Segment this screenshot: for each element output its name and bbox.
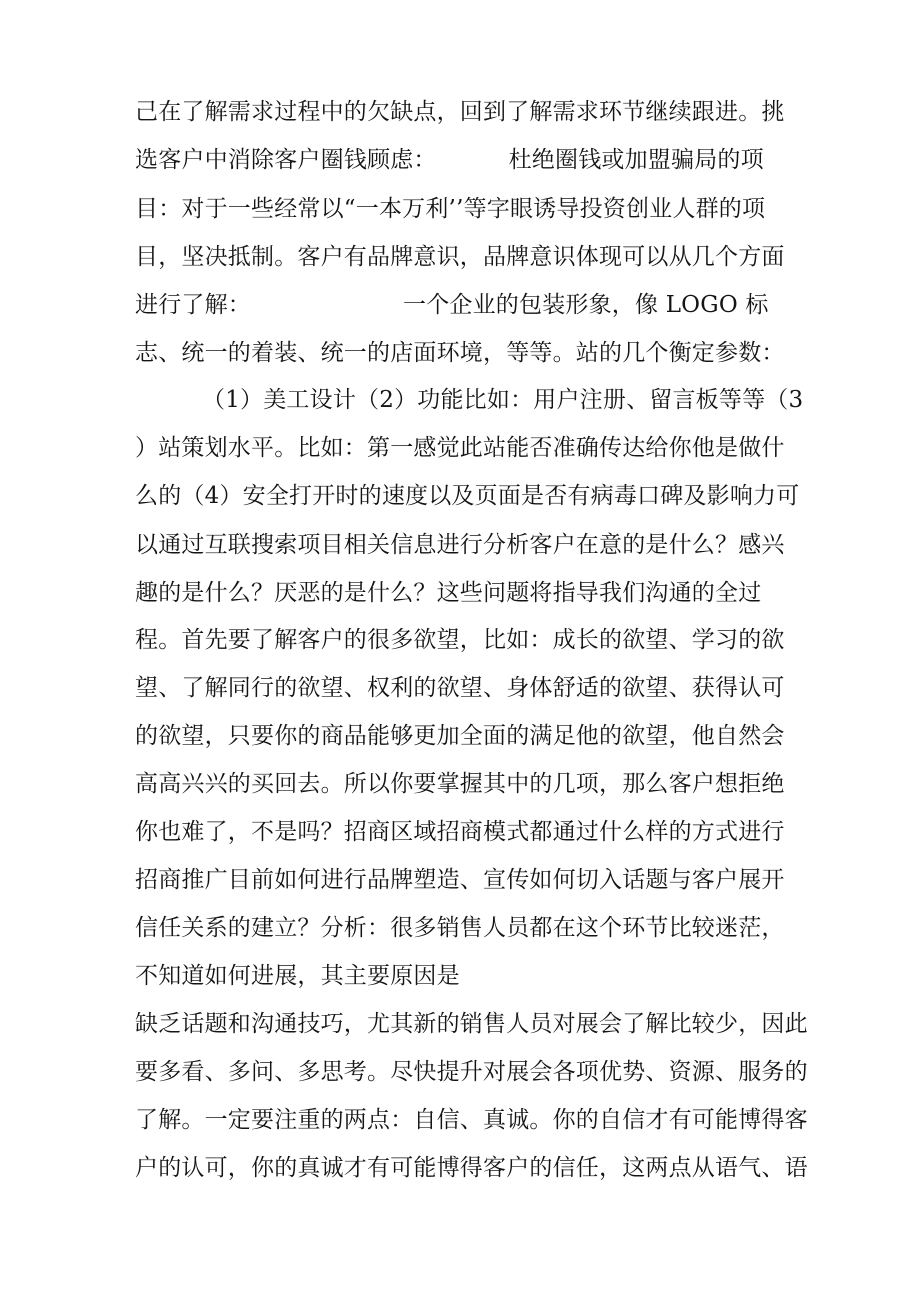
text-line-4: 目，坚决抵制。客户有品牌意识，品牌意识体现可以从几个方面 xyxy=(135,244,785,270)
text-line-14: 的欲望，只要你的商品能够更加全面的满足他的欲望，他自然会 xyxy=(135,723,785,749)
text-line-8: ）站策划水平。比如：第一感觉此站能否准确传达给你他是做什 xyxy=(135,435,785,461)
text-line-1: 己在了解需求过程中的欠缺点，回到了解需求环节继续跟进。挑 xyxy=(135,99,785,125)
text-line-13: 望、了解同行的欲望、权利的欲望、身体舒适的欲望、获得认可 xyxy=(135,675,785,701)
text-line-15: 高高兴兴的买回去。所以你要掌握其中的几项，那么客户想拒绝 xyxy=(135,771,785,797)
text-line-3: 目：对于一些经常以“一本万利’’等字眼诱导投资创业人群的项 xyxy=(135,196,766,222)
text-line-16: 你也难了，不是吗？招商区域招商模式都通过什么样的方式进行 xyxy=(135,819,785,845)
text-line-5-part-2: 一个企业的包装形象，像 LOGO 标 xyxy=(403,292,769,318)
text-line-17: 招商推广目前如何进行品牌塑造、宣传如何切入话题与客户展开 xyxy=(135,867,785,893)
text-line-19: 不知道如何进展，其主要原因是 xyxy=(135,963,460,989)
text-line-7: （1）美工设计（2）功能比如：用户注册、留言板等等（3 xyxy=(202,387,804,413)
text-line-2-part-1: 选客户中消除客户圈钱顾虑： xyxy=(135,147,437,173)
text-line-10: 以通过互联搜索项目相关信息进行分析客户在意的是什么？感兴 xyxy=(135,532,785,558)
text-line-9: 么的（4）安全打开时的速度以及页面是否有病毒口碑及影响力可 xyxy=(135,483,800,509)
text-line-2-part-2: 杜绝圈钱或加盟骗局的项 xyxy=(508,147,764,173)
text-line-11: 趣的是什么？厌恶的是什么？这些问题将指导我们沟通的全过 xyxy=(135,580,762,606)
text-line-18: 信任关系的建立？分析：很多销售人员都在这个环节比较迷茫， xyxy=(135,915,785,941)
text-line-20: 缺乏话题和沟通技巧，尤其新的销售人员对展会了解比较少，因此 xyxy=(135,1011,808,1037)
text-line-5 xyxy=(135,290,769,320)
text-line-6: 志、统一的着装、统一的店面环境，等等。站的几个衡定参数： xyxy=(135,340,785,366)
text-line-22: 了解。一定要注重的两点：自信、真诚。你的自信才有可能博得客 xyxy=(135,1107,808,1133)
text-line-5-part-1: 进行了解： xyxy=(135,292,251,318)
text-line-23: 户的认可，你的真诚才有可能博得客户的信任，这两点从语气、语 xyxy=(135,1155,808,1181)
text-line-21: 要多看、多问、多思考。尽快提升对展会各项优势、资源、服务的 xyxy=(135,1059,808,1085)
text-line-2 xyxy=(135,145,764,175)
text-line-12: 程。首先要了解客户的很多欲望，比如：成长的欲望、学习的欲 xyxy=(135,627,785,653)
